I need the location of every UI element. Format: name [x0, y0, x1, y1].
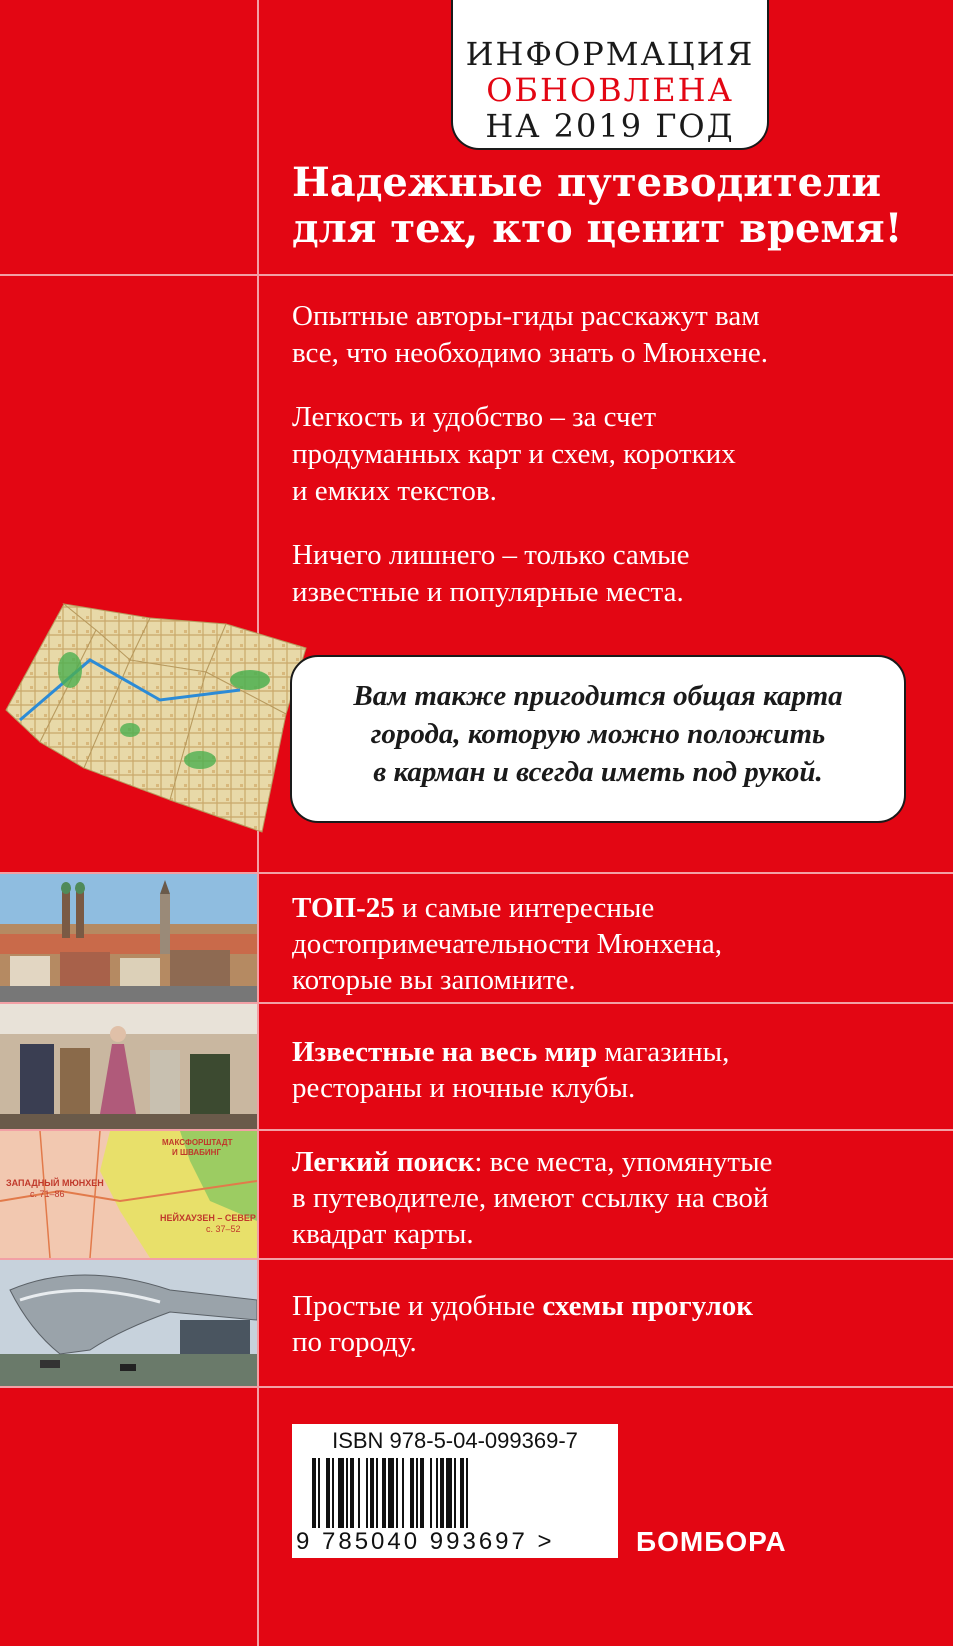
feature-walk-routes	[292, 1288, 932, 1360]
map-label-north: НЕЙХАУЗЕН – СЕВЕР	[160, 1213, 256, 1223]
feature-text: квадрат карты.	[292, 1218, 474, 1250]
map-label-west: ЗАПАДНЫЙ МЮНХЕН	[6, 1178, 104, 1188]
barcode-bar	[402, 1458, 404, 1528]
slogan-line-1: Надежные путеводители	[292, 159, 881, 206]
text-line: и емких текстов.	[292, 475, 497, 507]
pocket-map-callout	[290, 655, 906, 823]
feature-bold: Легкий поиск	[292, 1146, 475, 1178]
map-label-west-pages: с. 71–86	[30, 1189, 65, 1199]
paragraph-ease	[292, 399, 932, 510]
text-line: Легкость и удобство – за счет	[292, 401, 657, 433]
callout-line: Вам также пригодится общая карта	[353, 680, 843, 712]
text-line: Ничего лишнего – только самые	[292, 539, 690, 571]
shop-window-photo	[0, 1004, 257, 1129]
barcode-bar	[350, 1458, 354, 1528]
barcode-bars	[312, 1458, 602, 1528]
barcode-bar	[396, 1458, 398, 1528]
feature-text: достопримечательности Мюнхена,	[292, 928, 722, 960]
barcode-bar	[430, 1458, 432, 1528]
callout-line: в карман и всегда иметь под рукой.	[373, 756, 823, 788]
modern-building-photo	[0, 1260, 257, 1386]
barcode-bar	[446, 1458, 452, 1528]
feature-text: в путеводителе, имеют ссылку на свой	[292, 1182, 769, 1214]
barcode-bar	[366, 1458, 368, 1528]
barcode-bar	[460, 1458, 464, 1528]
barcode-bar	[312, 1458, 316, 1528]
callout-line: города, которую можно положить	[370, 718, 826, 750]
info-line-2: ОБНОВЛЕНА	[486, 71, 734, 109]
text-line: продуманных карт и схем, коротких	[292, 438, 736, 470]
barcode-bar	[326, 1458, 330, 1528]
barcode-bar	[440, 1458, 444, 1528]
feature-top25	[292, 890, 932, 998]
feature-text: : все места, упомянутые	[474, 1146, 773, 1178]
barcode-bar	[466, 1458, 468, 1528]
isbn-number: ISBN 978-5-04-099369-7	[332, 1428, 578, 1453]
slogan	[292, 160, 932, 252]
paragraph-nothing-extra	[292, 537, 932, 611]
barcode-bar	[416, 1458, 418, 1528]
info-line-1: ИНФОРМАЦИЯ	[465, 35, 755, 73]
info-line-3: НА 2019 ГОД	[485, 107, 735, 145]
feature-bold: ТОП-25	[292, 892, 395, 924]
barcode-bar	[370, 1458, 374, 1528]
district-map-thumbnail	[0, 1131, 257, 1258]
feature-text: рестораны и ночные клубы.	[292, 1072, 636, 1104]
feature-shops	[292, 1034, 932, 1106]
barcode-bar	[382, 1458, 386, 1528]
barcode-bar	[410, 1458, 414, 1528]
feature-easy-search	[292, 1144, 932, 1252]
barcode-bar	[358, 1458, 360, 1528]
barcode-bar	[338, 1458, 344, 1528]
barcode-bar	[318, 1458, 320, 1528]
feature-bold: Известные на весь мир	[292, 1036, 598, 1068]
folded-city-map-image	[0, 600, 320, 840]
feature-text: которые вы запомните.	[292, 964, 576, 996]
text-line: Опытные авторы-гиды расскажут вам	[292, 300, 760, 332]
barcode-bar	[454, 1458, 456, 1528]
isbn-barcode	[292, 1424, 618, 1558]
feature-bold: схемы прогулок	[542, 1290, 753, 1322]
feature-text: и самые интересные	[394, 892, 655, 924]
barcode-bar	[332, 1458, 334, 1528]
paragraph-authors	[292, 298, 932, 372]
barcode-bar	[388, 1458, 394, 1528]
divider-6	[0, 1386, 953, 1388]
barcode-bar	[420, 1458, 424, 1528]
barcode-digits: 9 785040 993697 >	[296, 1528, 555, 1555]
map-label-north-pages: с. 37–52	[206, 1224, 241, 1234]
feature-text: магазины,	[597, 1036, 730, 1068]
publisher-logo: БОМБОРА	[636, 1526, 787, 1557]
barcode-bar	[436, 1458, 438, 1528]
slogan-line-2: для тех, кто ценит время!	[292, 205, 903, 252]
munich-panorama-photo	[0, 874, 257, 1002]
barcode-bar	[376, 1458, 378, 1528]
info-updated-tab	[451, 0, 769, 150]
map-label-north-top-2: И ШВАБИНГ	[172, 1148, 221, 1157]
feature-text: по городу.	[292, 1326, 417, 1358]
feature-text: Простые и удобные	[292, 1290, 543, 1322]
divider-1	[0, 274, 953, 276]
barcode-bar	[346, 1458, 348, 1528]
text-line: все, что необходимо знать о Мюнхене.	[292, 337, 768, 369]
map-label-north-top: МАКСФОРШТАДТ	[162, 1138, 233, 1147]
text-line: известные и популярные места.	[292, 576, 684, 608]
